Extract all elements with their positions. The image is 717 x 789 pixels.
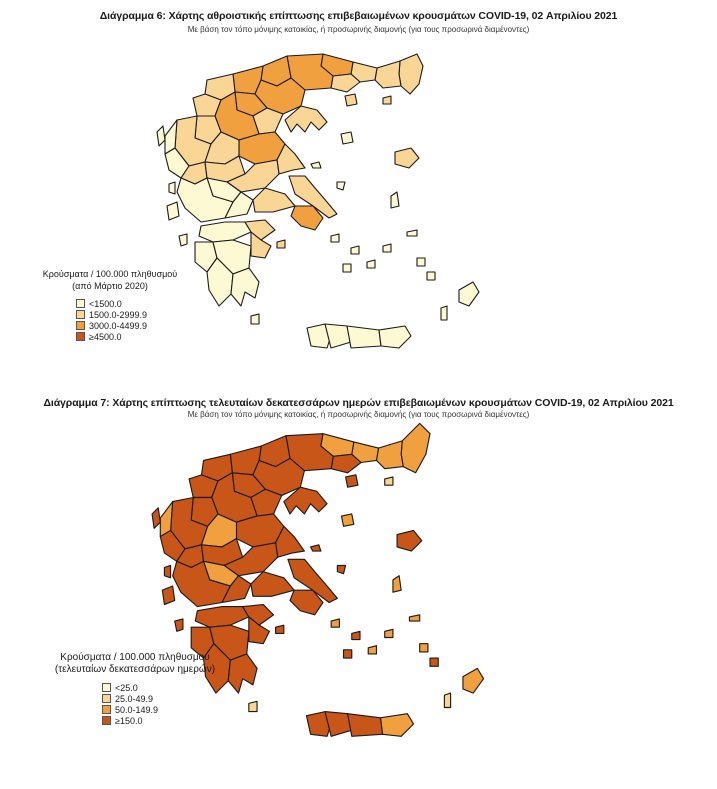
legend-swatch [76,332,85,341]
region-korinthia [245,220,275,240]
region-limnos [341,514,353,526]
diagram7-subtitle: Με βάση τον τόπο μόνιμης κατοικίας, ή προσωρινής διαμονής (για τους προσωρινά διαμένοντες) [187,410,530,419]
legend-swatch [102,705,111,714]
region-cyclades-2 [351,246,359,254]
region-rodos [463,668,484,693]
region-samothraki [385,477,393,485]
region-rodopi [375,61,401,88]
region-chios [393,576,401,592]
region-irakleio [348,714,383,737]
region-lefkada [164,565,170,577]
region-kerkyra [157,126,165,146]
legend-title-line2: (από Μάρτιο 2020) [72,281,148,291]
legend-item [102,693,230,704]
region-samos [409,615,419,621]
region-zakynthos [179,234,187,246]
region-cyclades-1 [331,234,339,242]
diagram6-title: Διάγραμμα 6: Χάρτης αθροιστικής επίπτωσης επιβεβαιωμένων κρουσμάτων COVID-19, 02 Απριλίου 2021 [99,10,618,22]
legend-swatch [76,299,85,308]
region-dodecanese-2 [430,658,438,666]
region-kythira [251,314,259,324]
map-cumulative-incidence [155,36,495,366]
region-cyclades-3 [367,260,375,268]
region-cyclades-4 [344,650,352,658]
legend-title-line1: Κρούσματα / 100.000 πληθυσμού [42,269,178,279]
legend-item-label: 1500.0-2999.9 [89,309,148,320]
region-kefalonia [162,586,174,605]
region-irakleio [347,326,381,348]
region-evros [401,423,430,472]
legend-item-label: 25.0-49.9 [115,693,154,704]
region-cyclades-3 [368,646,376,654]
region-cyclades-1 [331,619,339,627]
region-skyros [337,182,345,190]
region-cyclades-5 [385,629,393,637]
region-kerkyra [152,508,160,529]
region-cyclades-5 [383,244,391,252]
legend-item [76,331,180,342]
region-rodos [459,282,479,306]
region-thasos [346,475,358,487]
legend-item [76,320,180,331]
legend-14day [40,652,230,726]
legend-title-line2: (τελευταίων δεκατεσσάρων ημερών) [54,664,216,675]
region-evros [399,54,423,94]
region-dodecanese-1 [420,644,428,652]
region-sporades [311,162,321,168]
legend-swatch [76,321,85,330]
region-aegina [277,240,285,248]
region-skyros [337,565,345,573]
legend-item-label: ≥4500.0 [89,331,122,342]
region-viotia [253,188,295,212]
legend-swatch [76,310,85,319]
region-karpathos [444,693,450,707]
region-samos [407,230,417,236]
region-lasithi [381,714,414,737]
region-lefkada [169,182,175,194]
legend-swatch [102,683,111,692]
region-lesvos [395,148,419,168]
region-lakonia [228,654,257,693]
region-dodecanese-1 [417,258,425,266]
region-lasithi [379,326,411,348]
legend-swatch [102,694,111,703]
region-kefalonia [167,202,179,220]
legend-item-label: <1500.0 [89,298,122,309]
legend-item [102,715,230,726]
legend-item-label: <25.0 [115,682,138,693]
region-viotia [251,572,294,597]
region-cyclades-4 [343,264,351,272]
legend-item [102,682,230,693]
region-achaia [199,222,251,242]
region-lakonia [231,268,259,306]
region-zakynthos [175,619,183,631]
legend-item [76,298,180,309]
region-sporades [311,545,321,551]
region-kythira [249,701,257,711]
region-chios [391,192,399,208]
diagram7-title: Διάγραμμα 7: Χάρτης επίπτωσης τελευταίων δεκατεσσάρων ημερών επιβεβαιωμένων κρουσμάτων COVID-19, 02 Απριλίου 2021 [43,397,674,409]
region-thasos [345,94,357,106]
region-dodecanese-2 [427,272,435,280]
diagram6-subtitle: Με βάση τον τόπο μόνιμης κατοικίας, ή προσωρινής διαμονής (για τους προσωρινά διαμένοντες) [187,25,530,34]
legend-item-label: 50.0-149.9 [115,704,159,715]
legend-title-line1: Κρούσματα / 100.000 πληθυσμού [60,652,210,663]
region-cyclades-2 [352,631,360,639]
legend-swatch [102,716,111,725]
legend-item [76,309,180,320]
region-limnos [341,132,353,144]
region-lesvos [397,530,422,551]
region-rodopi [376,441,403,469]
region-achaia [195,607,249,628]
legend-item-label: 3000.0-4499.9 [89,320,148,331]
legend-item-label: ≥150.0 [115,715,143,726]
region-samothraki [383,96,391,104]
legend-cumulative [40,268,180,342]
region-korinthia [243,605,274,626]
region-karpathos [441,306,447,320]
legend-item [102,704,230,715]
region-aegina [276,625,284,633]
